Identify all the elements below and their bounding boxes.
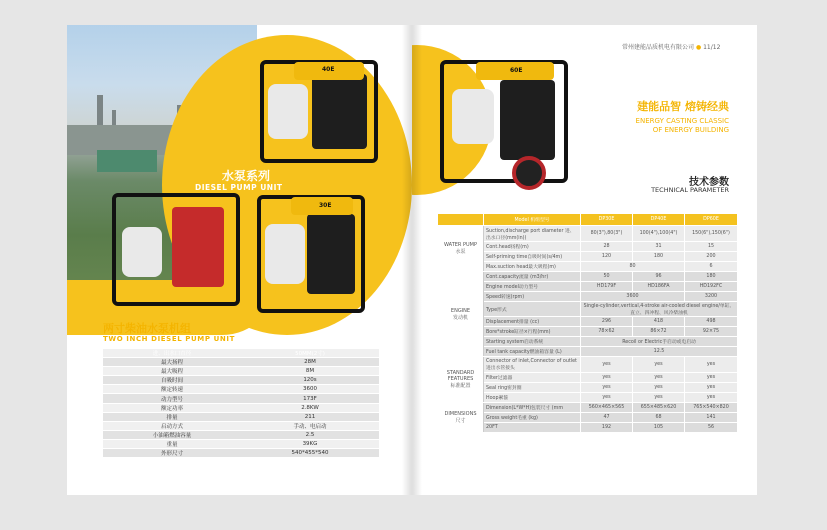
tech-row: [438, 357, 738, 373]
param-value: yes: [685, 357, 738, 373]
group-name-cn: 水泵: [455, 249, 466, 255]
param-name: Cont.capacity流量 (m3/hr): [484, 272, 581, 282]
param-value: 655×485×620: [633, 403, 685, 413]
param-value: 100(4"),100(4"): [633, 226, 685, 242]
param-value: 56: [685, 423, 738, 433]
group-name-cn: 尺寸: [455, 418, 466, 424]
param-value: 296: [581, 317, 633, 327]
param-value: 765×540×820: [685, 403, 738, 413]
spec-value: 173F: [241, 394, 379, 403]
param-value: yes: [633, 373, 685, 383]
technical-table: [437, 213, 738, 433]
param-value: 150(6"),150(6"): [685, 226, 738, 242]
tech-row: [438, 226, 738, 242]
param-value: 560×465×565: [581, 403, 633, 413]
book-gutter: [402, 25, 422, 495]
param-value: 80(3"),80(3"): [581, 226, 633, 242]
group-name-en: ENGINE: [450, 307, 471, 314]
spec-header-row: [103, 349, 379, 358]
section-title-cn: 两寸柴油水泵机组: [103, 322, 191, 335]
param-name: Fuel tank capacity燃油箱容量 (L): [484, 347, 581, 357]
spec-label: 最大吸程: [103, 367, 241, 376]
spec-label: 额定功率: [103, 403, 241, 412]
param-value: yes: [685, 393, 738, 403]
spec-value: 50MM(2寸): [241, 349, 379, 358]
param-name: Connector of inlet,Connector of outlet进出水管接头: [484, 357, 581, 373]
param-value: 80: [581, 262, 685, 272]
param-value: 31: [633, 242, 685, 252]
tech-row: [438, 403, 738, 413]
cooling-tower: [97, 150, 157, 172]
param-value: 92×75: [685, 327, 738, 337]
param-value: yes: [581, 357, 633, 373]
wheel: [512, 156, 546, 190]
spec-value: 120s: [241, 376, 379, 385]
param-value: HD186FA: [633, 282, 685, 292]
param-value: 28: [581, 242, 633, 252]
spec-value: 39KG: [241, 439, 379, 448]
group-name-en: WATER PUMP: [444, 242, 477, 248]
spec-label: 自吸时间: [103, 376, 241, 385]
pump-engine: [172, 207, 224, 287]
spec-label: 最大扬程: [103, 358, 241, 367]
slogan-en-2: OF ENERGY BUILDING: [652, 126, 729, 134]
spec-label: 动力型号: [103, 394, 241, 403]
param-value: 6: [685, 262, 738, 272]
pump-housing: [265, 224, 305, 284]
param-value: yes: [685, 373, 738, 383]
param-value: 3200: [685, 292, 738, 302]
param-name: Suction,discharge port diameter 进、出水口径(mm(in)): [484, 226, 581, 242]
pump-image-40e: [260, 60, 378, 163]
spec-value: 8M: [241, 367, 379, 376]
param-value: Single-cylinder,vertical,4-stroke air-cooled diesel engine/单缸、直立、四冲程、风冷柴油机: [581, 302, 738, 317]
tech-row: [438, 272, 738, 282]
param-name: 20FT: [484, 423, 581, 433]
group-label: [438, 403, 484, 433]
header-dot: ●: [695, 44, 702, 51]
param-value: yes: [633, 393, 685, 403]
param-value: 78×62: [581, 327, 633, 337]
spec-value: 211: [241, 412, 379, 421]
param-value: HD179F: [581, 282, 633, 292]
spec-label: 进、出水口直径: [103, 349, 241, 358]
spec-row: [103, 430, 379, 439]
group-label: [438, 226, 484, 272]
spec-table: [103, 349, 379, 458]
pump-image-30e: [257, 195, 365, 313]
pump-image-red: [112, 193, 240, 306]
param-name: Dimension(L*W*H)包装尺寸 (mm: [484, 403, 581, 413]
section-title-en: TWO INCH DIESEL PUMP UNIT: [103, 335, 235, 343]
param-value: 15: [685, 242, 738, 252]
pump-housing: [122, 227, 162, 277]
spec-row: [103, 412, 379, 421]
param-value: 68: [633, 413, 685, 423]
spec-value: 手动、电启动: [241, 421, 379, 430]
param-value: 47: [581, 413, 633, 423]
spec-label: 启动方式: [103, 421, 241, 430]
param-value: HD192FC: [685, 282, 738, 292]
param-name: Cont.head扬程(m): [484, 242, 581, 252]
header-blank: [438, 214, 484, 226]
slogan-cn: 建能品智 熔铸经典: [637, 100, 729, 113]
pump-engine: [312, 74, 367, 149]
tech-header-row: [438, 214, 738, 226]
param-name: Starting system启动系统: [484, 337, 581, 347]
pump-model-label: 60E: [510, 67, 523, 74]
param-value: 12.5: [581, 347, 738, 357]
param-value: 120: [581, 252, 633, 262]
tech-heading-en: TECHNICAL PARAMETER: [651, 186, 729, 194]
param-name: Bore*stroke缸径×行程(mm): [484, 327, 581, 337]
spec-value: 2.8KW: [241, 403, 379, 412]
page-numbers: 11/12: [703, 44, 721, 51]
model-column-header: DP40E: [633, 214, 685, 226]
param-value: 418: [633, 317, 685, 327]
param-value: 3600: [581, 292, 685, 302]
param-name: Engine model动力型号: [484, 282, 581, 292]
model-header: Model 机组型号: [484, 214, 581, 226]
spec-label: 重量: [103, 439, 241, 448]
param-value: 86×72: [633, 327, 685, 337]
param-name: Self-priming time自吸时间(s/4m): [484, 252, 581, 262]
spec-label: 额定转速: [103, 385, 241, 394]
spec-row: [103, 421, 379, 430]
group-label: [438, 357, 484, 403]
group-name-en: STANDARD FEATURES: [446, 370, 475, 382]
spec-label: 小油箱燃油容量: [103, 430, 241, 439]
param-value: 141: [685, 413, 738, 423]
param-name: Seal ring密封圈: [484, 383, 581, 393]
series-title-cn: 水泵系列: [222, 169, 271, 183]
param-value: yes: [633, 357, 685, 373]
param-name: Max.suction head最大吸程(m): [484, 262, 581, 272]
param-name: Filter过滤器: [484, 373, 581, 383]
param-name: Gross weight毛重 (kg): [484, 413, 581, 423]
left-page: [67, 25, 412, 495]
spec-value: 28M: [241, 358, 379, 367]
param-value: 498: [685, 317, 738, 327]
pump-housing: [268, 84, 308, 139]
spec-row: [103, 385, 379, 394]
param-value: 200: [685, 252, 738, 262]
param-value: yes: [581, 373, 633, 383]
model-column-header: DP30E: [581, 214, 633, 226]
param-value: 105: [633, 423, 685, 433]
spec-row: [103, 449, 379, 458]
pump-image-60e: [440, 60, 568, 183]
param-name: Type形式: [484, 302, 581, 317]
spec-value: 3600: [241, 385, 379, 394]
tech-heading-cn: 技术参数: [689, 177, 729, 188]
spec-label: 排量: [103, 412, 241, 421]
spec-row: [103, 376, 379, 385]
param-value: Recoil or Electric手启动或电启动: [581, 337, 738, 347]
right-page: [412, 25, 757, 495]
slogan-en-1: ENERGY CASTING CLASSIC: [635, 117, 729, 125]
group-name-en: DIMENSIONS: [444, 411, 477, 417]
pump-engine: [307, 214, 355, 294]
param-name: Hoop紧箍: [484, 393, 581, 403]
param-name: Speed转速(rpm): [484, 292, 581, 302]
model-column-header: DP60E: [685, 214, 738, 226]
spec-row: [103, 403, 379, 412]
param-value: 50: [581, 272, 633, 282]
company-name: 常州建能品质机电有限公司: [622, 44, 695, 51]
spec-row: [103, 358, 379, 367]
param-value: 96: [633, 272, 685, 282]
param-value: yes: [581, 393, 633, 403]
spec-value: 2.5: [241, 430, 379, 439]
spec-value: 540*455*540: [241, 449, 379, 458]
spec-label: 外形尺寸: [103, 449, 241, 458]
param-value: 180: [633, 252, 685, 262]
group-name-cn: 标准配置: [450, 383, 471, 389]
param-name: Displacement排量 (cc): [484, 317, 581, 327]
series-title-en: DIESEL PUMP UNIT: [195, 183, 283, 192]
page-header: [622, 42, 720, 51]
group-label: [438, 272, 484, 357]
spec-row: [103, 367, 379, 376]
param-value: 180: [685, 272, 738, 282]
pump-model-label: 30E: [319, 202, 332, 209]
pump-housing: [452, 89, 494, 144]
spec-row: [103, 394, 379, 403]
pump-engine: [500, 80, 555, 160]
param-value: yes: [633, 383, 685, 393]
spec-row: [103, 439, 379, 448]
param-value: yes: [581, 383, 633, 393]
group-name-cn: 发动机: [452, 314, 468, 321]
pump-model-label: 40E: [322, 66, 335, 73]
param-value: 192: [581, 423, 633, 433]
param-value: yes: [685, 383, 738, 393]
